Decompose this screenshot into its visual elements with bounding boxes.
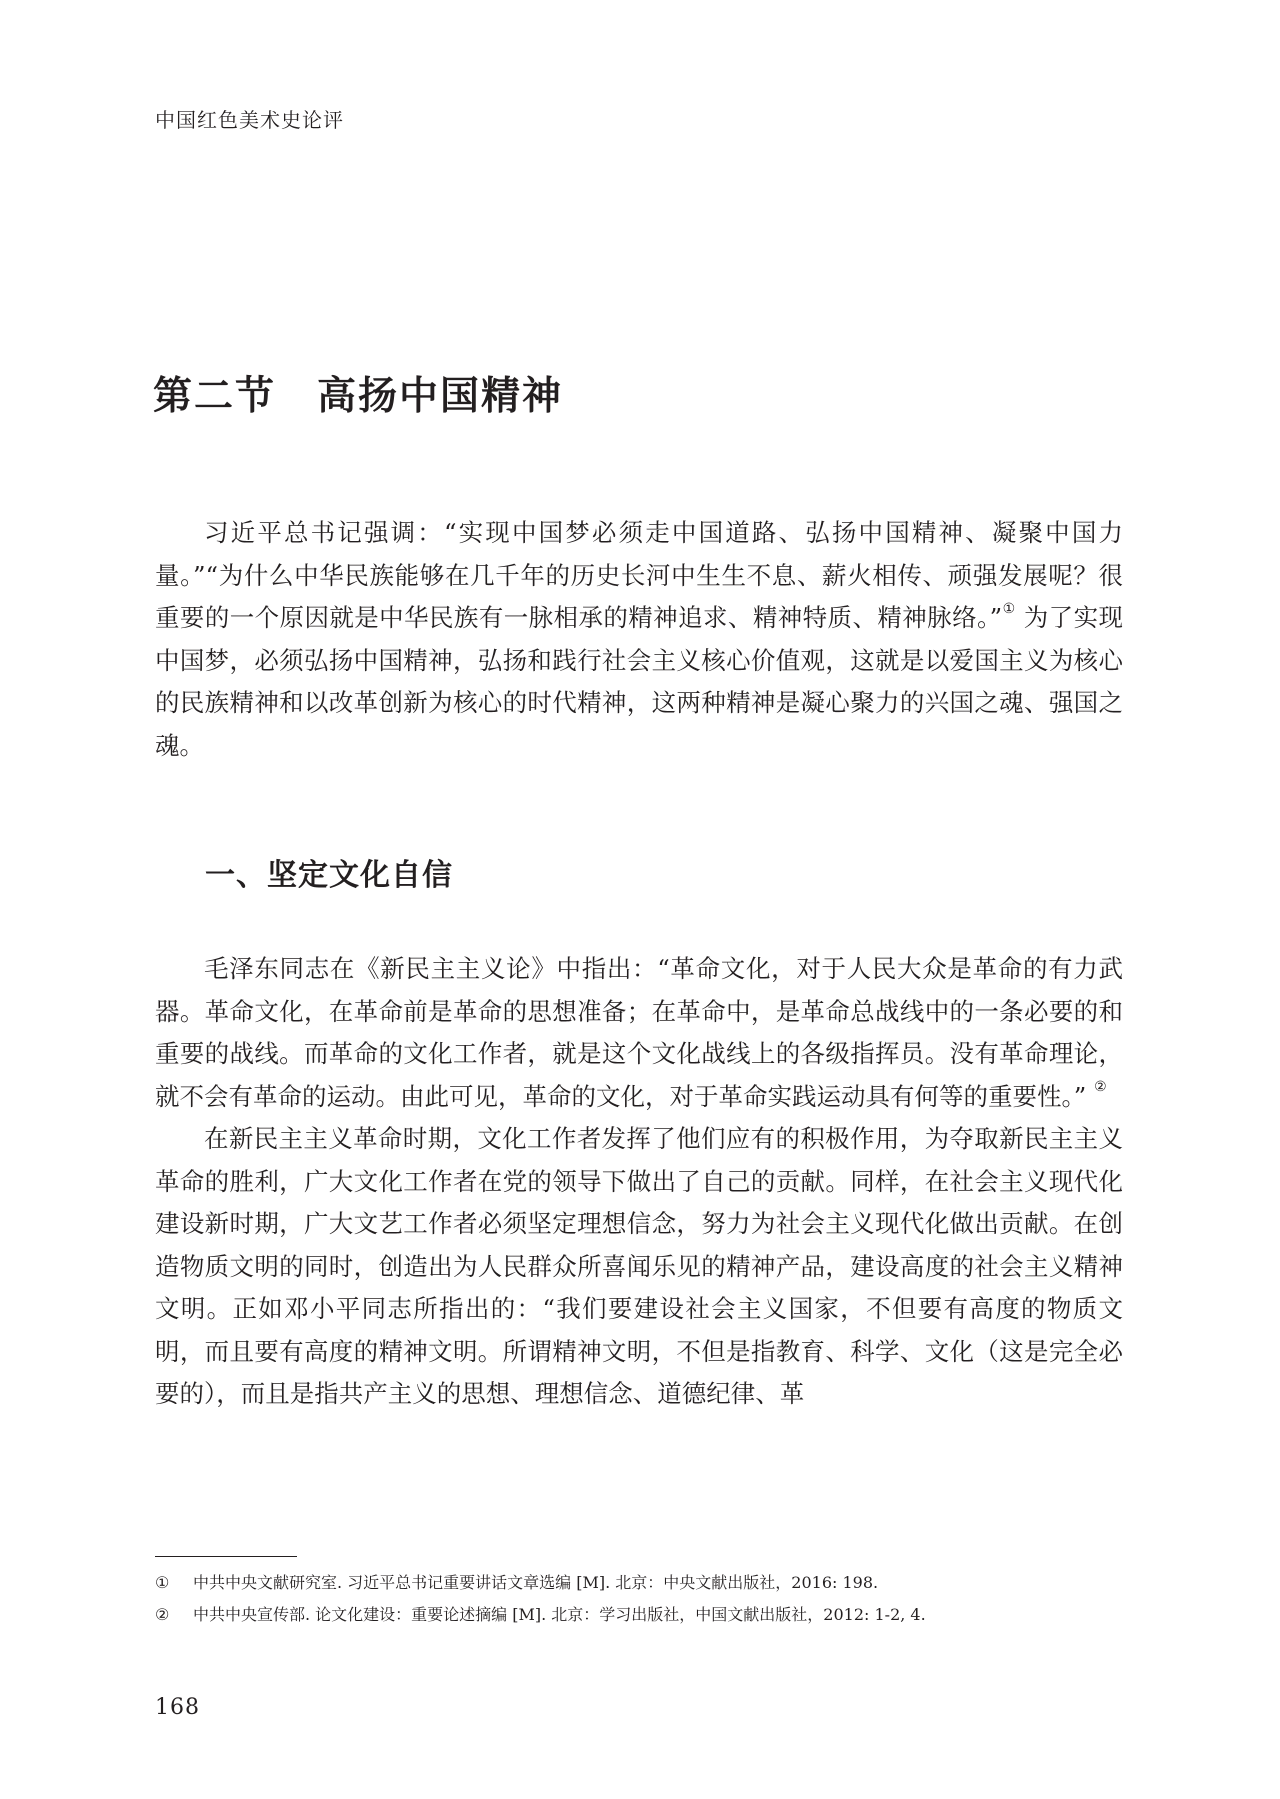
footnote-text: 中共中央宣传部. 论文化建设：重要论述摘编 [M]. 北京：学习出版社，中国文献出版社，2012: 1-2, 4. — [193, 1605, 926, 1624]
body-paragraph-2: 在新民主主义革命时期，文化工作者发挥了他们应有的积极作用，为夺取新民主主义革命的胜利，广大文化工作者在党的领导下做出了自己的贡献。同样，在社会主义现代化建设新时期，广大文艺工作者必须坚定理想信念，努力为社会主义现代化做出贡献。在创造物质文明的同时，创造出为人民群众所喜闻乐见的精神产品，建设高度的社会主义精神文明。正如邓小平同志所指出的：“我们要建设社会主义国家，不但要有高度的物质文明，而且要有高度的精神文明。所谓精神文明，不但是指教育、科学、文化（这是完全必要的），而且是指共产主义的思想、理想信念、道德纪律、革 — [155, 1124, 1123, 1408]
subsection-body — [155, 948, 1123, 1416]
intro-block — [155, 512, 1123, 767]
intro-text: 习近平总书记强调：“实现中国梦必须走中国道路、弘扬中国精神、凝聚中国力量。”“为什么中华民族能够在几千年的历史长河中生生不息、薪火相传、顽强发展呢？很重要的一个原因就是中华民族有一脉相承的精神追求、精神特质、精神脉络。” — [155, 518, 1123, 632]
subsection-title: 一、坚定文化自信 — [205, 858, 453, 893]
page-number: 168 — [155, 1695, 200, 1720]
footnote-ref-2[interactable]: ② — [1094, 1079, 1107, 1096]
footnote-mark: ① — [155, 1573, 170, 1592]
footnote-mark: ② — [155, 1605, 170, 1624]
footnote-1 — [155, 1567, 1123, 1599]
footnotes — [155, 1567, 1123, 1631]
footnote-2 — [155, 1599, 1123, 1631]
intro-text-continued: 为了实现中国梦，必须弘扬中国精神，弘扬和践行社会主义核心价值观，这就是以爱国主义为核心的民族精神和以改革创新为核心的时代精神，这两种精神是凝心聚力的兴国之魂、强国之魂。 — [155, 603, 1123, 760]
intro-paragraph — [155, 512, 1123, 767]
running-header: 中国红色美术史论评 — [155, 108, 344, 132]
body-paragraph-1 — [155, 948, 1123, 1118]
footnote-text: 中共中央文献研究室. 习近平总书记重要讲话文章选编 [M]. 北京：中央文献出版社，2016: 198. — [193, 1573, 879, 1592]
section-title: 第二节 高扬中国精神 — [153, 373, 564, 419]
footnote-divider — [155, 1556, 297, 1557]
footnote-ref-1[interactable]: ① — [1002, 600, 1016, 617]
paragraph-1-text: 毛泽东同志在《新民主主义论》中指出：“革命文化，对于人民大众是革命的有力武器。革命文化，在革命前是革命的思想准备；在革命中，是革命总战线中的一条必要的和重要的战线。而革命的文化工作者，就是这个文化战线上的各级指挥员。没有革命理论，就不会有革命的运动。由此可见，革命的文化，对于革命实践运动具有何等的重要性。” — [155, 954, 1123, 1111]
